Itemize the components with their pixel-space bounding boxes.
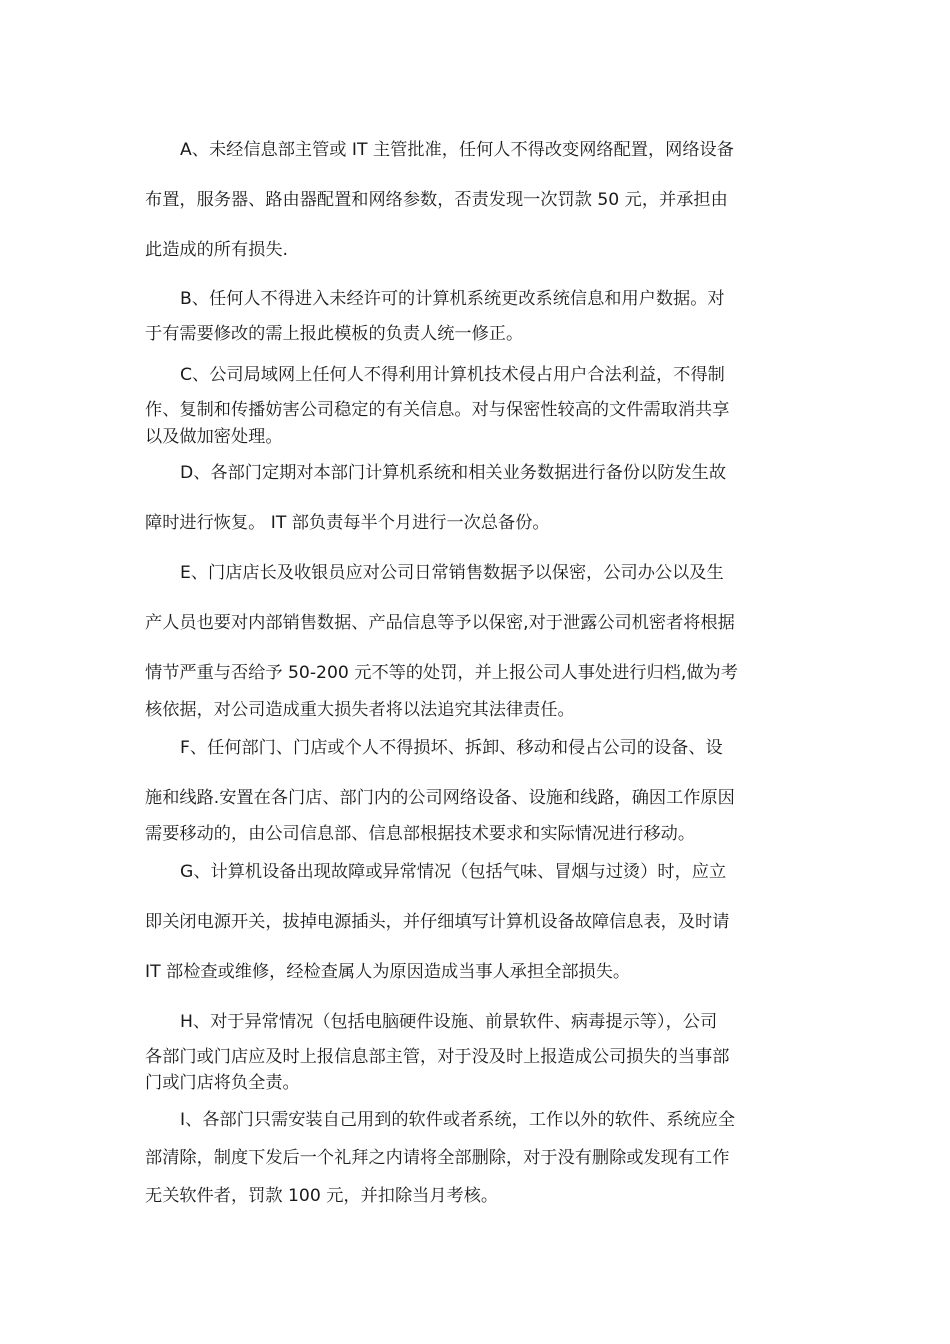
paragraph-a-line-2: 布置，服务器、路由器配置和网络参数，否责发现一次罚款 50 元，并承担由 bbox=[145, 190, 728, 210]
paragraph-a-line-1: A、未经信息部主管或 IT 主管批准，任何人不得改变网络配置，网络设备 bbox=[180, 140, 734, 160]
paragraph-i-line-3: 无关软件者，罚款 100 元，并扣除当月考核。 bbox=[145, 1186, 499, 1206]
paragraph-g-line-2: 即关闭电源开关，拔掉电源插头，并仔细填写计算机设备故障信息表，及时请 bbox=[145, 912, 730, 932]
paragraph-e-line-2: 产人员也要对内部销售数据、产品信息等予以保密,对于泄露公司机密者将根据 bbox=[145, 613, 735, 633]
paragraph-h-line-1: H、对于异常情况（包括电脑硬件设施、前景软件、病毒提示等），公司 bbox=[180, 1012, 718, 1032]
paragraph-f-line-1: F、任何部门、门店或个人不得损坏、拆卸、移动和侵占公司的设备、设 bbox=[180, 738, 723, 758]
paragraph-d-line-1: D、各部门定期对本部门计算机系统和相关业务数据进行备份以防发生故 bbox=[180, 463, 727, 483]
paragraph-g-line-3: IT 部检查或维修，经检查属人为原因造成当事人承担全部损失。 bbox=[145, 962, 631, 982]
paragraph-d-line-2: 障时进行恢复。 IT 部负责每半个月进行一次总备份。 bbox=[145, 513, 550, 533]
paragraph-h-line-3: 门或门店将负全责。 bbox=[145, 1073, 300, 1093]
paragraph-i-line-1: I、各部门只需安装自己用到的软件或者系统，工作以外的软件、系统应全 bbox=[180, 1110, 736, 1130]
paragraph-f-line-2: 施和线路.安置在各门店、部门内的公司网络设备、设施和线路，确因工作原因 bbox=[145, 788, 735, 808]
paragraph-i-line-2: 部清除，制度下发后一个礼拜之内请将全部删除，对于没有删除或发现有工作 bbox=[145, 1148, 730, 1168]
paragraph-e-line-1: E、门店店长及收银员应对公司日常销售数据予以保密，公司办公以及生 bbox=[180, 563, 724, 583]
paragraph-c-line-1: C、公司局域网上任何人不得利用计算机技术侵占用户合法利益，不得制 bbox=[180, 365, 725, 385]
paragraph-c-line-3: 以及做加密处理。 bbox=[145, 427, 283, 447]
paragraph-e-line-3: 情节严重与否给予 50-200 元不等的处罚，并上报公司人事处进行归档,做为考 bbox=[145, 663, 738, 683]
paragraph-b-line-2: 于有需要修改的需上报此模板的负责人统一修正。 bbox=[145, 324, 524, 344]
paragraph-f-line-3: 需要移动的，由公司信息部、信息部根据技术要求和实际情况进行移动。 bbox=[145, 824, 696, 844]
paragraph-g-line-1: G、计算机设备出现故障或异常情况（包括气味、冒烟与过烫）时，应立 bbox=[180, 862, 727, 882]
paragraph-c-line-2: 作、复制和传播妨害公司稳定的有关信息。对与保密性较高的文件需取消共享 bbox=[145, 400, 730, 420]
paragraph-a-line-3: 此造成的所有损失. bbox=[145, 240, 288, 260]
paragraph-h-line-2: 各部门或门店应及时上报信息部主管，对于没及时上报造成公司损失的当事部 bbox=[145, 1047, 730, 1067]
paragraph-b-line-1: B、任何人不得进入未经许可的计算机系统更改系统信息和用户数据。对 bbox=[180, 289, 725, 309]
paragraph-e-line-4: 核依据，对公司造成重大损失者将以法追究其法律责任。 bbox=[145, 700, 575, 720]
